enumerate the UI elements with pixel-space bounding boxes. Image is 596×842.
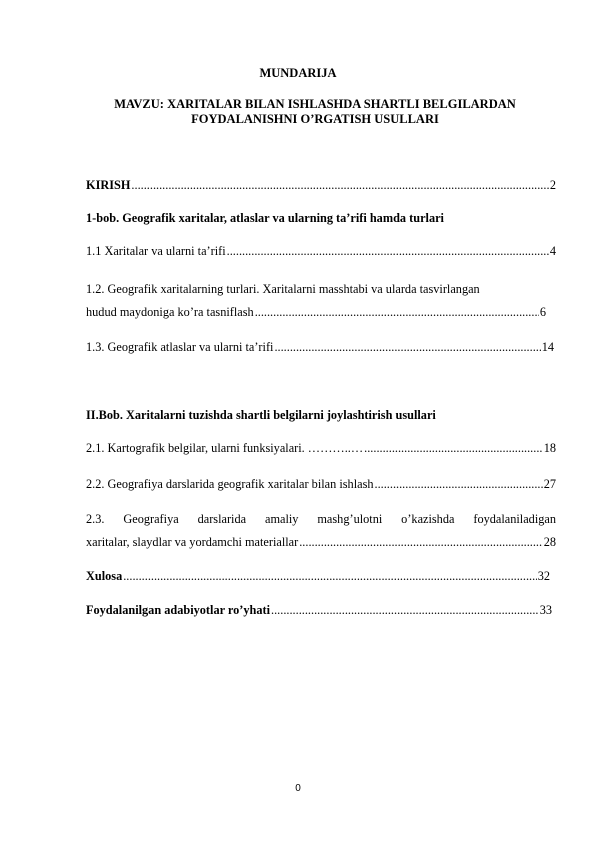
- page-number: 0: [295, 783, 301, 794]
- toc-entry-xulosa[interactable]: [86, 569, 550, 584]
- toc-leader-dots: [274, 340, 540, 355]
- toc-entry-label: 2.1. Kartografik belgilar, ularni funksiyalari. ………..…: [86, 441, 364, 455]
- toc-leader-dots: [271, 603, 539, 618]
- toc-leader-dots: [255, 305, 539, 320]
- toc-page-number: 33: [539, 603, 552, 617]
- toc-leader-dots: [131, 178, 548, 193]
- toc-page-number: 32: [537, 569, 550, 583]
- toc-entry-label: KIRISH: [86, 178, 131, 192]
- toc-entry-1-2-line1[interactable]: 1.2. Geografik xaritalarning turlari. Xaritalarni masshtabi va ularda tasvirlangan: [86, 282, 480, 296]
- toc-entry-kirish[interactable]: [86, 178, 556, 193]
- toc-leader-dots: [375, 477, 543, 492]
- toc-entry-label: 1.1 Xaritalar va ularni ta’rifi: [86, 244, 226, 258]
- toc-entry-1-3[interactable]: [86, 340, 554, 355]
- toc-page-number: 27: [543, 477, 556, 491]
- toc-entry-adabiyotlar[interactable]: [86, 603, 552, 618]
- toc-page-number: 28: [543, 535, 556, 549]
- toc-leader-dots: [123, 569, 536, 584]
- toc-entry-label: 2.2. Geografiya darslarida geografik xaritalar bilan ishlash: [86, 477, 374, 491]
- page-title: MUNDARIJA: [259, 66, 337, 80]
- toc-entry-2-3[interactable]: [86, 535, 556, 550]
- toc-page-number: 4: [549, 244, 556, 258]
- toc-page-number: 18: [543, 441, 556, 455]
- topic-title: MAVZU: XARITALAR BILAN ISHLASHDA SHARTLI BELGILARDAN FOYDALANISHNI O’RGATISH USULLARI: [114, 97, 516, 126]
- toc-chapter-label: 1-bob. Geografik xaritalar, atlaslar va ularning ta’rifi hamda turlari: [86, 211, 444, 225]
- toc-entry-2-3-line1[interactable]: 2.3. Geografiya darslarida amaliy mashg’ulotni o’kazishda foydalaniladigan: [86, 512, 556, 526]
- toc-entry-label: 1.3. Geografik atlaslar va ularni ta’rifi: [86, 340, 274, 354]
- toc-entry-1-2[interactable]: [86, 305, 546, 320]
- toc-page-number: 6: [539, 305, 546, 319]
- toc-leader-dots: [299, 535, 542, 550]
- toc-entry-label: Xulosa: [86, 569, 123, 583]
- toc-entry-label: hudud maydoniga ko’ra tasniflash: [86, 305, 254, 319]
- toc-entry-2-1[interactable]: [86, 441, 556, 456]
- toc-chapter-label: II.Bob. Xaritalarni tuzishda shartli belgilarni joylashtirish usullari: [86, 408, 436, 422]
- toc-entry-label: Foydalanilgan adabiyotlar ro’yhati: [86, 603, 271, 617]
- toc-entry-1-1[interactable]: [86, 244, 556, 259]
- toc-entry-label: xaritalar, slaydlar va yordamchi materiallar: [86, 535, 299, 549]
- toc-page-number: 14: [541, 340, 554, 354]
- toc-chapter-1[interactable]: [86, 211, 556, 226]
- toc-page-number: 2: [549, 178, 556, 192]
- toc-leader-dots: [364, 441, 543, 456]
- toc-entry-2-2[interactable]: [86, 477, 556, 492]
- toc-chapter-2[interactable]: [86, 408, 556, 423]
- toc-leader-dots: [227, 244, 549, 259]
